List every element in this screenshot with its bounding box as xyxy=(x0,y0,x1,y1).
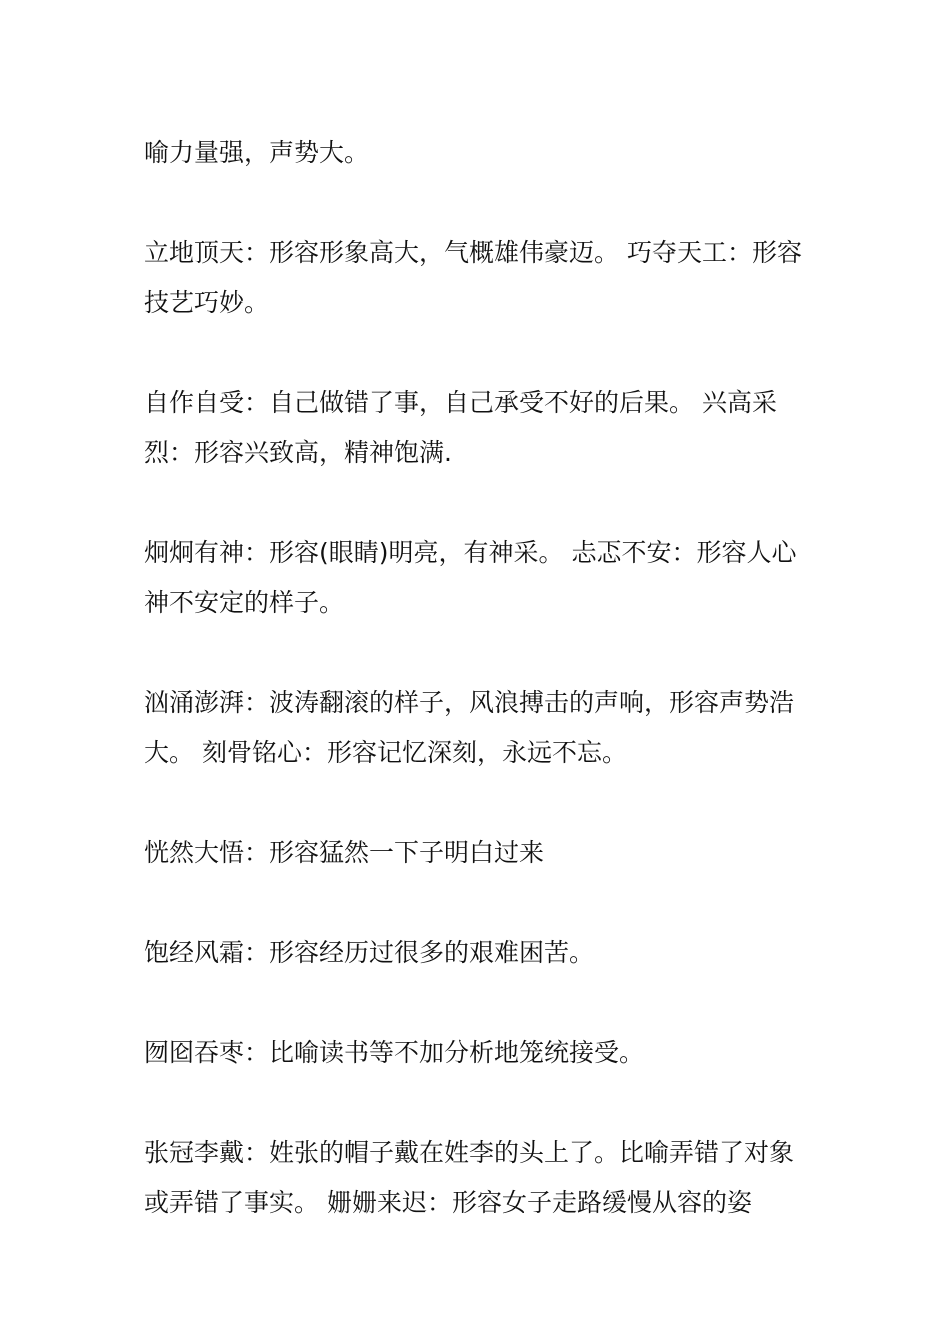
paragraph-4: 炯炯有神：形容(眼睛)明亮，有神采。 忐忑不安：形容人心神不安定的样子。 xyxy=(144,538,797,617)
document-body xyxy=(144,128,808,1278)
paragraph-9: 张冠李戴：姓张的帽子戴在姓李的头上了。比喻弄错了对象或弄错了事实。 姗姗来迟：形容女子走路缓慢从容的姿 xyxy=(144,1138,795,1217)
paragraph-6: 恍然大悟：形容猛然一下子明白过来 xyxy=(144,838,545,867)
paragraph-3: 自作自受：自己做错了事，自己承受不好的后果。 兴高采烈：形容兴致高，精神饱满. xyxy=(144,388,777,467)
paragraph-2: 立地顶天：形容形象高大，气概雄伟豪迈。 巧夺天工：形容技艺巧妙。 xyxy=(144,238,802,317)
paragraph-5: 汹涌澎湃：波涛翻滚的样子，风浪搏击的声响，形容声势浩大。 刻骨铭心：形容记忆深刻，永远不忘。 xyxy=(144,688,795,767)
paragraph-7: 饱经风霜：形容经历过很多的艰难困苦。 xyxy=(144,938,595,967)
paragraph-8: 囫囵吞枣：比喻读书等不加分析地笼统接受。 xyxy=(144,1038,645,1067)
paragraph-1: 喻力量强，声势大。 xyxy=(144,138,370,167)
